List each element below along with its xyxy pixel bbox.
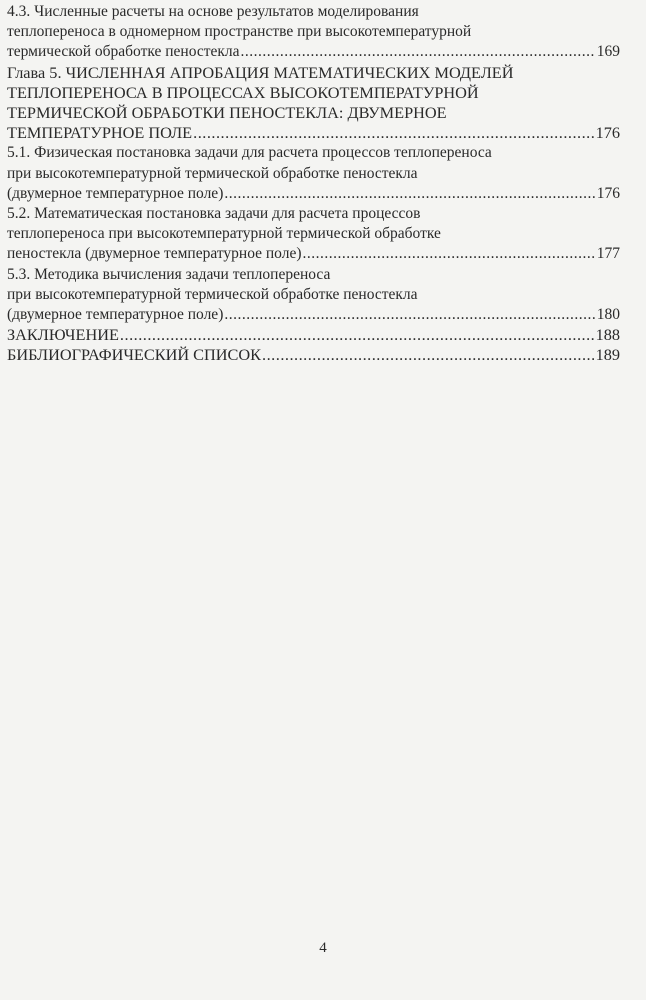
toc-entry-line: ТЕПЛОПЕРЕНОСА В ПРОЦЕССАХ ВЫСОКОТЕМПЕРАТУРНОЙ (7, 82, 479, 102)
toc-page-number: 176 (596, 184, 620, 202)
toc-page-number: 180 (596, 306, 620, 324)
page-number: 4 (319, 940, 327, 956)
toc-page-number: 169 (596, 43, 620, 61)
toc-leader-line (7, 345, 620, 365)
toc-entry-line: БИБЛИОГРАФИЧЕСКИЙ СПИСОК (7, 345, 262, 365)
dot-leader (262, 345, 594, 365)
toc-leader-line (7, 305, 620, 325)
dot-leader (241, 42, 595, 62)
toc-conclusion[interactable] (7, 325, 620, 345)
toc-leader-line (7, 325, 620, 345)
toc-entry-line: теплопереноса в одномерном пространстве при высокотемпературной (7, 23, 472, 41)
toc-entry-line: ТЕРМИЧЕСКОЙ ОБРАБОТКИ ПЕНОСТЕКЛА: ДВУМЕРНОЕ (7, 103, 447, 123)
toc-entry-line: при высокотемпературной термической обработке пеностекла (7, 285, 418, 303)
toc-entry-line: 4.3. Численные расчеты на основе результатов моделирования (7, 3, 419, 20)
dot-leader (120, 325, 594, 345)
toc-leader-line (7, 244, 620, 264)
toc-entry-line: теплопереноса при высокотемпературной термической обработке (7, 225, 441, 243)
toc-entry-line: 5.3. Методика вычисления задачи теплопереноса (7, 265, 331, 283)
toc-leader-line (7, 184, 620, 204)
toc-chapter-5[interactable] (7, 63, 620, 144)
toc-entry-line: Глава 5. ЧИСЛЕННАЯ АПРОБАЦИЯ МАТЕМАТИЧЕСКИХ МОДЕЛЕЙ (7, 62, 514, 82)
toc-entry-line: 5.2. Математическая постановка задачи для расчета процессов (7, 205, 421, 223)
table-of-contents (7, 2, 620, 366)
toc-entry-line: 5.1. Физическая постановка задачи для расчета процессов теплопереноса (7, 144, 492, 162)
toc-entry-line: ЗАКЛЮЧЕНИЕ (7, 325, 119, 345)
toc-entry-5-3[interactable] (7, 265, 620, 326)
toc-leader-line (7, 42, 620, 62)
dot-leader (193, 123, 593, 143)
toc-leader-line (7, 123, 620, 143)
toc-entry-line: при высокотемпературной термической обработке пеностекла (7, 164, 418, 182)
toc-entry-line: (двумерное температурное поле) (7, 184, 224, 202)
toc-entry-line: ТЕМПЕРАТУРНОЕ ПОЛЕ (7, 123, 193, 143)
toc-page-number: 176 (595, 123, 620, 143)
toc-entry-5-1[interactable] (7, 143, 620, 204)
toc-entry-5-2[interactable] (7, 204, 620, 265)
toc-page-number: 188 (595, 325, 620, 345)
toc-entry-4-3[interactable] (7, 2, 620, 63)
dot-leader (303, 244, 595, 264)
toc-entry-line: пеностекла (двумерное температурное поле) (7, 245, 302, 263)
toc-page-number: 189 (595, 345, 620, 365)
toc-entry-line: термической обработке пеностекла (7, 43, 240, 61)
dot-leader (224, 305, 594, 325)
dot-leader (224, 184, 594, 204)
toc-entry-line: (двумерное температурное поле) (7, 306, 224, 324)
toc-page-number: 177 (596, 245, 620, 263)
toc-bibliography[interactable] (7, 345, 620, 365)
